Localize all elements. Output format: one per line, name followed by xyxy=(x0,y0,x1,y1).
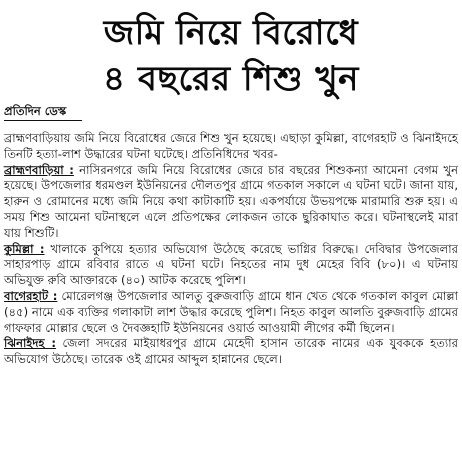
section-bagerhat xyxy=(4,289,458,336)
headline xyxy=(0,10,462,102)
section-place-label: কুমিল্লা : xyxy=(4,241,45,256)
section-text: জেলা সদরের মাইয়াধরপুর গ্রামে মেহেদী হাসান তারেক নামের এক যুবককে হত্যার অভিযোগ উঠেছে। তারেক ওই গ্রামের আব্দুল হান্নানের ছেলে। xyxy=(4,336,458,367)
headline-line-2: ৪ বছরের শিশু খুন xyxy=(103,59,359,99)
section-place-label: বাগেরহাট : xyxy=(4,288,58,303)
section-comilla xyxy=(4,242,458,289)
section-text: খালাকে কুপিয়ে হত্যার অভিযোগ উঠেছে করেছে ভাগ্নির বিরুদ্ধে। দেবিদ্বার উপজেলার সাহারপাড় গ্রামে রবিবার রাতে এ ঘটনা ঘটে। নিহতের নাম দুধ মেহের বিবি (৮০)। এ ঘটনায় অভিযুক্ত রুবি আক্তারকে (৪০) আটক করেছে পুলিশ। xyxy=(4,241,459,288)
article-body xyxy=(4,131,458,368)
section-text: মোরেলগঞ্জ উপজেলার আলতু বুরুজবাড়ি গ্রামে ধান খেত থেকে গতকাল কাবুল মোল্লা (৪৫) নামে এক ব্যক্তির গলাকাটা লাশ উদ্ধার করেছে পুলিশ। নিহত কাবুল আলতি বুরুজবাড়ি গ্রামের গাফফার মোল্লার ছেলে ও দৈবজ্ঞহাটি ইউনিয়নের ওয়ার্ড আওয়ামী লীগের কর্মী ছিলেন। xyxy=(4,288,458,335)
section-place-label: ব্রাহ্মণবাড়িয়া : xyxy=(4,162,74,177)
section-brahmanbaria xyxy=(4,163,458,242)
byline: প্রতিদিন ডেস্ক xyxy=(4,104,67,118)
section-text: নাসিরনগরে জমি নিয়ে বিরোধের জেরে চার বছরের শিশুকন্যা আমেনা বেগম খুন হয়েছে। উপজেলার ধরমণ্ডল ইউনিয়নের দৌলতপুর গ্রামে গতকাল সকালে এ ঘটনা ঘটে। জানা যায়, হারুন ও রোমানের মধ্যে জমি নিয়ে কথা কাটাকাটি হয়। একপর্যায়ে উভয়পক্ষে মারামারি শুরু হয়। এ সময় শিশু আমেনা ঘটনাস্থলে এলে প্রতিপক্ষের লোকজন তাকে ছুরিকাঘাত করে। ঘটনাস্থলেই মারা যায় শিশুটি। xyxy=(4,162,458,240)
section-jhenaidah xyxy=(4,336,458,368)
headline-line-1: জমি নিয়ে বিরোধে xyxy=(103,13,359,53)
section-place-label: ঝিনাইদহ : xyxy=(4,336,57,351)
intro-paragraph: ব্রাহ্মণবাড়িয়ায় জমি নিয়ে বিরোধের জেরে শিশু খুন হয়েছে। এছাড়া কুমিল্লা, বাগেরহাট ও ঝিনাইদহে তিনটি হত্যা-লাশ উদ্ধারের ঘটনা ঘটেছে। প্রতিনিধিদের খবর- xyxy=(4,131,458,161)
byline-underline xyxy=(4,120,82,121)
